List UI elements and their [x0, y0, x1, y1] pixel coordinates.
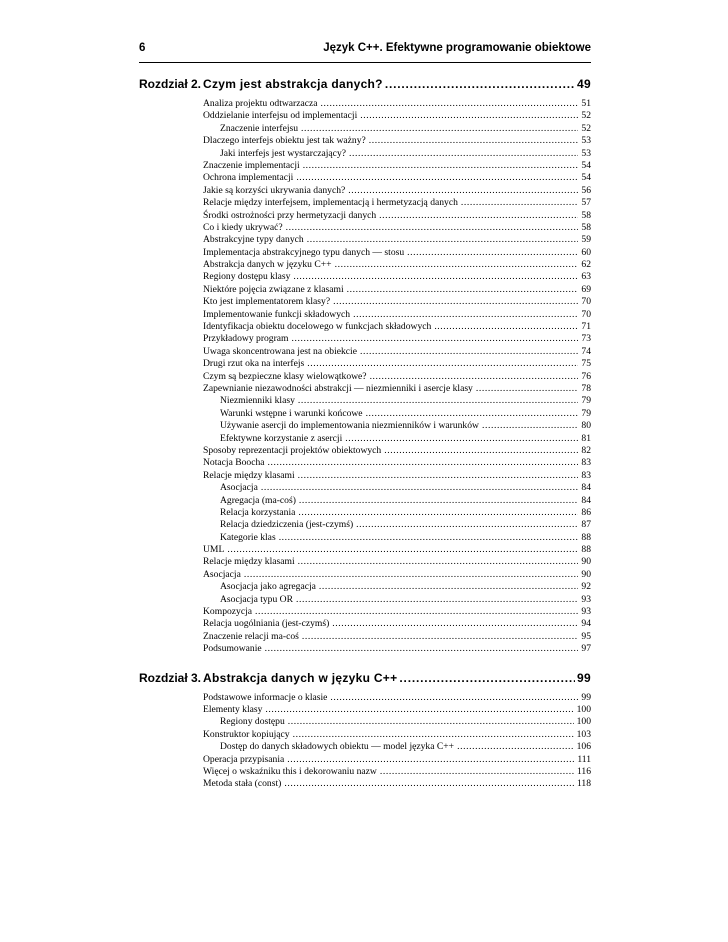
entry-page-number: 84 [581, 494, 591, 506]
toc-entry[interactable] [203, 618, 591, 630]
dot-leader [293, 729, 574, 741]
entry-title: Znaczenie interfejsu [220, 122, 299, 134]
entry-page-number: 70 [581, 296, 591, 308]
entry-title: Znaczenie implementacji [203, 159, 300, 171]
dot-leader [296, 594, 578, 606]
dot-leader [461, 197, 578, 209]
dot-leader [268, 457, 579, 469]
entry-title: Relacje między klasami [203, 556, 295, 568]
toc-entry[interactable] [203, 210, 591, 222]
dot-leader [407, 247, 578, 259]
entry-list [203, 692, 591, 791]
entry-title: Niektóre pojęcia związane z klasami [203, 283, 344, 295]
toc-subentry[interactable] [203, 581, 591, 593]
entry-title: Relacja uogólniania (jest-czymś) [203, 618, 330, 630]
toc-entry[interactable] [203, 692, 591, 704]
toc-entry[interactable] [203, 569, 591, 581]
entry-title: Środki ostrożności przy hermetyzacji danych [203, 209, 377, 221]
toc-entry[interactable] [203, 172, 591, 184]
entry-page-number: 53 [581, 147, 591, 159]
entry-title: Przykładowy program [203, 333, 289, 345]
entry-page-number: 79 [581, 407, 591, 419]
entry-page-number: 74 [581, 345, 591, 357]
entry-title: Znaczenie relacji ma-coś [203, 630, 299, 642]
toc-subentry[interactable] [203, 148, 591, 160]
toc-subentry[interactable] [203, 433, 591, 445]
entry-title: Używanie asercji do implementowania niezmienników i warunków [220, 420, 479, 432]
dot-leader [288, 716, 574, 728]
dot-leader [399, 666, 575, 690]
page-number: 6 [139, 42, 146, 54]
entry-list [203, 98, 591, 656]
entry-title: Podstawowe informacje o klasie [203, 691, 328, 703]
toc-entry[interactable] [203, 309, 591, 321]
dot-leader [379, 210, 578, 222]
entry-page-number: 80 [581, 420, 591, 432]
entry-title: Regiony dostępu [220, 716, 285, 728]
entry-page-number: 83 [581, 469, 591, 481]
entry-page-number: 99 [581, 691, 591, 703]
toc-subentry[interactable] [203, 420, 591, 432]
entry-page-number: 59 [581, 234, 591, 246]
dot-leader [265, 704, 573, 716]
dot-leader [366, 408, 579, 420]
toc-subentry[interactable] [203, 495, 591, 507]
toc-entry[interactable] [203, 606, 591, 618]
entry-title: Uwaga skoncentrowana jest na obiekcie [203, 345, 357, 357]
entry-page-number: 57 [581, 197, 591, 209]
table-of-contents [139, 72, 591, 791]
entry-title: Abstrakcyjne typy danych [203, 234, 304, 246]
entry-title: Asocjacja [220, 482, 258, 494]
toc-entry[interactable] [203, 729, 591, 741]
entry-page-number: 111 [577, 753, 591, 765]
entry-title: Oddzielanie interfejsu od implementacji [203, 110, 358, 122]
book-title: Język C++. Efektywne programowanie obiektowe [323, 42, 591, 54]
chapter-title-line [203, 666, 591, 690]
entry-page-number: 79 [581, 395, 591, 407]
dot-leader [434, 321, 578, 333]
entry-page-number: 95 [581, 630, 591, 642]
toc-entry[interactable] [203, 470, 591, 482]
entry-title: Relacje między klasami [203, 469, 295, 481]
toc-subentry[interactable] [203, 519, 591, 531]
entry-title: Co i kiedy ukrywać? [203, 221, 283, 233]
dot-leader [284, 778, 574, 790]
entry-title: Asocjacja typu OR [220, 593, 294, 605]
dot-leader [380, 766, 574, 778]
dot-leader [332, 618, 578, 630]
dot-leader [302, 631, 579, 643]
dot-leader [360, 346, 578, 358]
entry-title: Zapewnianie niezawodności abstrakcji — niezmienniki i asercje klasy [203, 382, 473, 394]
toc-entry[interactable] [203, 766, 591, 778]
entry-title: Ochrona implementacji [203, 172, 294, 184]
toc-entry[interactable] [203, 259, 591, 271]
entry-title: Operacja przypisania [203, 753, 285, 765]
toc-entry[interactable] [203, 371, 591, 383]
dot-leader [345, 433, 578, 445]
entry-title: Identyfikacja obiektu docelowego w funkcjach składowych [203, 321, 432, 333]
toc-subentry[interactable] [203, 482, 591, 494]
entry-page-number: 78 [581, 382, 591, 394]
toc-entry[interactable] [203, 704, 591, 716]
toc-entry[interactable] [203, 135, 591, 147]
dot-leader [293, 271, 578, 283]
dot-leader [347, 284, 579, 296]
entry-page-number: 54 [581, 172, 591, 184]
toc-entry[interactable] [203, 321, 591, 333]
entry-page-number: 62 [581, 259, 591, 271]
entry-title: Kto jest implementatorem klasy? [203, 296, 331, 308]
dot-leader [335, 259, 579, 271]
entry-page-number: 84 [581, 482, 591, 494]
entry-page-number: 100 [576, 703, 591, 715]
entry-page-number: 81 [581, 432, 591, 444]
entry-page-number: 86 [581, 506, 591, 518]
entry-page-number: 83 [581, 457, 591, 469]
dot-leader [476, 383, 579, 395]
entry-page-number: 58 [581, 221, 591, 233]
entry-page-number: 75 [581, 358, 591, 370]
entry-page-number: 71 [581, 321, 591, 333]
dot-leader [307, 234, 579, 246]
chapter-label: Rozdział 2. [139, 77, 202, 91]
entry-page-number: 90 [581, 556, 591, 568]
chapter-heading[interactable] [139, 666, 591, 690]
entry-title: Niezmienniki klasy [220, 395, 295, 407]
toc-entry[interactable] [203, 358, 591, 370]
entry-title: Asocjacja [203, 568, 241, 580]
toc-entry[interactable] [203, 457, 591, 469]
dot-leader [227, 544, 578, 556]
entry-title: Efektywne korzystanie z asercji [220, 432, 343, 444]
toc-entry[interactable] [203, 234, 591, 246]
entry-page-number: 82 [581, 444, 591, 456]
entry-page-number: 97 [581, 643, 591, 655]
dot-leader [356, 519, 578, 531]
toc-subentry[interactable] [203, 716, 591, 728]
dot-leader [301, 123, 578, 135]
dot-leader [307, 358, 578, 370]
dot-leader [384, 445, 578, 457]
dot-leader [286, 222, 579, 234]
entry-page-number: 54 [581, 159, 591, 171]
entry-page-number: 93 [581, 606, 591, 618]
chapter-section [139, 72, 591, 656]
dot-leader [360, 110, 578, 122]
dot-leader [299, 495, 578, 507]
entry-title: Kategorie klas [220, 531, 276, 543]
toc-subentry[interactable] [203, 408, 591, 420]
entry-page-number: 70 [581, 308, 591, 320]
chapter-label: Rozdział 3. [139, 670, 202, 685]
toc-entry[interactable] [203, 222, 591, 234]
dot-leader [348, 185, 578, 197]
entry-title: Dlaczego interfejs obiektu jest tak ważny? [203, 135, 366, 147]
toc-entry[interactable] [203, 333, 591, 345]
chapter-page-number: 99 [577, 670, 591, 685]
dot-leader [369, 135, 579, 147]
entry-title: Implementowanie funkcji składowych [203, 308, 351, 320]
entry-page-number: 88 [581, 544, 591, 556]
entry-page-number: 92 [581, 581, 591, 593]
entry-title: Kompozycja [203, 606, 253, 618]
entry-page-number: 87 [581, 519, 591, 531]
dot-leader [385, 72, 575, 96]
header-rule [139, 62, 591, 63]
entry-title: Drugi rzut oka na interfejs [203, 358, 305, 370]
running-header [139, 42, 591, 62]
toc-entry[interactable] [203, 160, 591, 172]
dot-leader [292, 333, 579, 345]
dot-leader [333, 296, 578, 308]
toc-entry[interactable] [203, 296, 591, 308]
entry-title: Dostęp do danych składowych obiektu — model języka C++ [220, 741, 455, 753]
toc-entry[interactable] [203, 544, 591, 556]
toc-entry[interactable] [203, 754, 591, 766]
dot-leader [298, 507, 578, 519]
entry-page-number: 94 [581, 618, 591, 630]
chapter-section [139, 666, 591, 791]
entry-title: Podsumowanie [203, 643, 262, 655]
dot-leader [298, 395, 579, 407]
entry-page-number: 93 [581, 593, 591, 605]
entry-title: Sposoby reprezentacji projektów obiektowych [203, 444, 382, 456]
toc-entry[interactable] [203, 778, 591, 790]
toc-entry[interactable] [203, 271, 591, 283]
entry-page-number: 63 [581, 271, 591, 283]
entry-title: Relacja korzystania [220, 506, 296, 518]
toc-entry[interactable] [203, 110, 591, 122]
entry-page-number: 52 [581, 122, 591, 134]
dot-leader [287, 754, 574, 766]
entry-title: Elementy klasy [203, 703, 263, 715]
entry-title: Implementacja abstrakcyjnego typu danych — stosu [203, 246, 405, 258]
entry-page-number: 73 [581, 333, 591, 345]
entry-page-number: 88 [581, 531, 591, 543]
entry-page-number: 100 [576, 716, 591, 728]
entry-title: Agregacja (ma-coś) [220, 494, 296, 506]
chapter-heading[interactable] [139, 72, 591, 96]
toc-entry[interactable] [203, 346, 591, 358]
entry-page-number: 56 [581, 184, 591, 196]
toc-subentry[interactable] [203, 507, 591, 519]
entry-page-number: 51 [581, 98, 591, 109]
entry-page-number: 116 [576, 765, 591, 777]
entry-title: Asocjacja jako agregacja [220, 581, 316, 593]
toc-entry[interactable] [203, 643, 591, 655]
dot-leader [353, 309, 578, 321]
dot-leader [298, 470, 579, 482]
toc-entry[interactable] [203, 197, 591, 209]
chapter-title-line [203, 72, 591, 96]
dot-leader [321, 98, 579, 110]
entry-title: Abstrakcja danych w języku C++ [203, 259, 332, 271]
entry-title: Analiza projektu odtwarzacza [203, 98, 318, 109]
dot-leader [296, 172, 578, 184]
dot-leader [261, 482, 579, 494]
entry-title: Jaki interfejs jest wystarczający? [220, 147, 346, 159]
entry-title: UML [203, 544, 225, 556]
entry-title: Warunki wstępne i warunki końcowe [220, 407, 363, 419]
entry-page-number: 69 [581, 283, 591, 295]
entry-page-number: 106 [576, 741, 591, 753]
dot-leader [319, 581, 579, 593]
toc-subentry[interactable] [203, 395, 591, 407]
dot-leader [303, 160, 579, 172]
entry-title: Relacje między interfejsem, implementacją i hermetyzacją danych [203, 197, 458, 209]
toc-entry[interactable] [203, 556, 591, 568]
entry-title: Więcej o wskaźniku this i dekorowaniu nazw [203, 765, 377, 777]
toc-entry[interactable] [203, 631, 591, 643]
dot-leader [349, 148, 578, 160]
entry-page-number: 60 [581, 246, 591, 258]
dot-leader [265, 643, 579, 655]
dot-leader [482, 420, 578, 432]
toc-entry[interactable] [203, 284, 591, 296]
toc-entry[interactable] [203, 445, 591, 457]
dot-leader [330, 692, 578, 704]
entry-page-number: 53 [581, 135, 591, 147]
entry-title: Notacja Boocha [203, 457, 265, 469]
entry-title: Relacja dziedziczenia (jest-czymś) [220, 519, 354, 531]
entry-title: Metoda stała (const) [203, 778, 282, 790]
dot-leader [279, 532, 579, 544]
toc-entry[interactable] [203, 98, 591, 110]
entry-title: Czym są bezpieczne klasy wielowątkowe? [203, 370, 367, 382]
chapter-title: Abstrakcja danych w języku C++ [203, 670, 398, 685]
entry-page-number: 52 [581, 110, 591, 122]
chapter-title: Czym jest abstrakcja danych? [203, 77, 383, 91]
toc-entry[interactable] [203, 185, 591, 197]
dot-leader [370, 371, 579, 383]
toc-subentry[interactable] [203, 123, 591, 135]
entry-page-number: 103 [576, 728, 591, 740]
entry-page-number: 90 [581, 568, 591, 580]
entry-title: Regiony dostępu klasy [203, 271, 291, 283]
toc-entry[interactable] [203, 247, 591, 259]
chapter-page-number: 49 [577, 77, 591, 91]
entry-title: Jakie są korzyści ukrywania danych? [203, 184, 346, 196]
toc-entry[interactable] [203, 383, 591, 395]
toc-subentry[interactable] [203, 594, 591, 606]
entry-page-number: 118 [576, 778, 591, 790]
entry-page-number: 76 [581, 370, 591, 382]
toc-subentry[interactable] [203, 741, 591, 753]
dot-leader [244, 569, 579, 581]
dot-leader [457, 741, 574, 753]
entry-title: Konstruktor kopiujący [203, 728, 290, 740]
dot-leader [255, 606, 578, 618]
dot-leader [298, 556, 579, 568]
entry-page-number: 58 [581, 209, 591, 221]
toc-subentry[interactable] [203, 532, 591, 544]
